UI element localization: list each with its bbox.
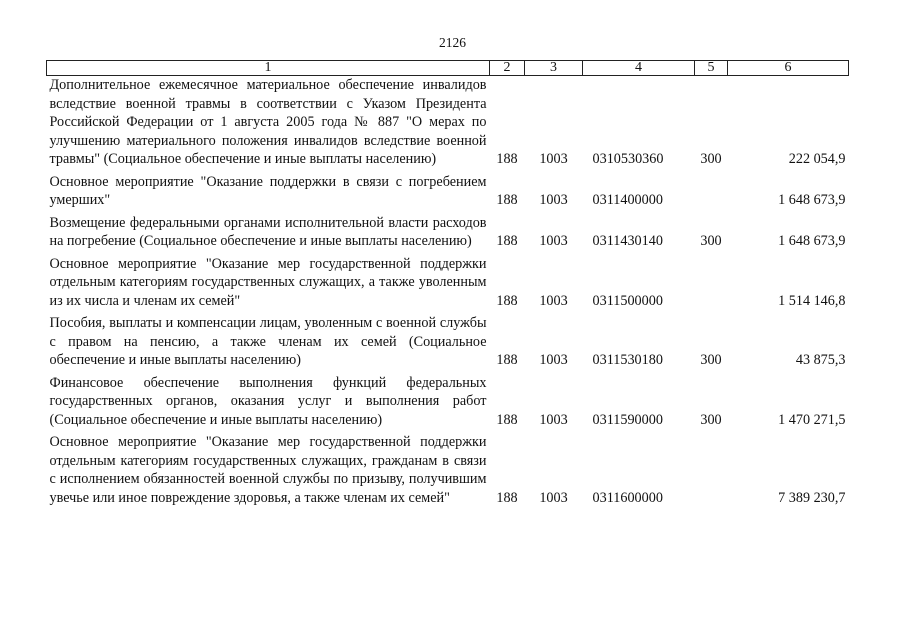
row-amount: 1 648 673,9 <box>778 233 846 249</box>
row-col5 <box>695 255 728 311</box>
column-header-4: 4 <box>583 61 695 76</box>
row-description: Основное мероприятие "Оказание мер государственной поддержки отдельным категориям государственных служащих, а также уволенным из их числа и членам их семей" <box>49 255 487 309</box>
row-col3: 1003 <box>539 489 568 506</box>
table-row <box>47 255 849 311</box>
column-header-3: 3 <box>525 61 583 76</box>
table-row <box>47 76 849 169</box>
table-row <box>47 173 849 210</box>
row-amount: 7 389 230,7 <box>778 489 846 506</box>
row-description: Дополнительное ежемесячное материальное обеспечение инвалидов вследствие военной травмы в соответствии с Указом Президента Российской Федерации от 1 августа 2005 года № 887 "О мерах по улучшению материального положения инвалидов вследствие военной травмы" (Социальное обеспечение и иные выплаты населению) <box>49 77 487 167</box>
row-amount: 1 514 146,8 <box>778 292 846 309</box>
row-amount: 1 470 271,5 <box>778 411 846 428</box>
row-col2: 188 <box>496 151 518 167</box>
column-header-5: 5 <box>695 61 728 76</box>
row-col5 <box>695 433 728 507</box>
row-amount: 43 875,3 <box>795 352 846 368</box>
row-col3: 1003 <box>539 411 568 428</box>
row-col3: 1003 <box>539 151 568 167</box>
column-header-1: 1 <box>47 61 490 76</box>
table-row <box>47 314 849 370</box>
row-col4: 0311530180 <box>592 352 663 368</box>
row-col5: 300 <box>700 233 722 249</box>
row-amount: 222 054,9 <box>788 151 846 167</box>
row-description: Возмещение федеральными органами исполнительной власти расходов на погребение (Социальное обеспечение и иные выплаты населению) <box>49 214 487 249</box>
row-col5: 300 <box>700 151 722 167</box>
row-col2: 188 <box>496 292 518 309</box>
column-header-6: 6 <box>728 61 849 76</box>
row-amount: 1 648 673,9 <box>778 192 846 208</box>
row-col4: 0311400000 <box>592 192 663 208</box>
row-col2: 188 <box>496 489 518 506</box>
row-col5: 300 <box>700 352 722 368</box>
row-col3: 1003 <box>539 192 568 208</box>
row-description: Основное мероприятие "Оказание мер государственной поддержки отдельным категориям государственных служащих, гражданам в связи с исполнением обязанностей военной службы по призыву, получившим увечье или иное повреждение здоровья, а также членам их семей" <box>49 434 487 506</box>
column-header-row <box>47 61 849 76</box>
row-col5: 300 <box>700 411 722 428</box>
column-header-2: 2 <box>490 61 525 76</box>
row-description: Финансовое обеспечение выполнения функций федеральных государственных органов, оказания услуг и выполнения работ (Социальное обеспечение и иные выплаты населению) <box>49 374 487 428</box>
row-col2: 188 <box>496 192 518 208</box>
row-col4: 0311600000 <box>592 489 663 506</box>
table-row <box>47 433 849 507</box>
table-row <box>47 374 849 430</box>
row-col2: 188 <box>496 233 518 249</box>
row-col3: 1003 <box>539 233 568 249</box>
page-number: 2126 <box>439 35 466 50</box>
budget-table <box>46 60 849 507</box>
row-col3: 1003 <box>539 352 568 368</box>
row-col4: 0311500000 <box>592 292 663 309</box>
row-description: Основное мероприятие "Оказание поддержки в связи с погребением умерших" <box>49 173 487 208</box>
row-col3: 1003 <box>539 292 568 309</box>
row-description: Пособия, выплаты и компенсации лицам, уволенным с военной службы с правом на пенсию, а также членам их семей (Социальное обеспечение и иные выплаты населению) <box>49 315 487 368</box>
row-col5 <box>695 173 728 210</box>
row-col4: 0311430140 <box>592 233 663 249</box>
row-col4: 0311590000 <box>592 411 663 428</box>
row-col2: 188 <box>496 352 518 368</box>
row-col2: 188 <box>496 411 518 428</box>
table-row <box>47 214 849 251</box>
row-col4: 0310530360 <box>592 151 664 167</box>
